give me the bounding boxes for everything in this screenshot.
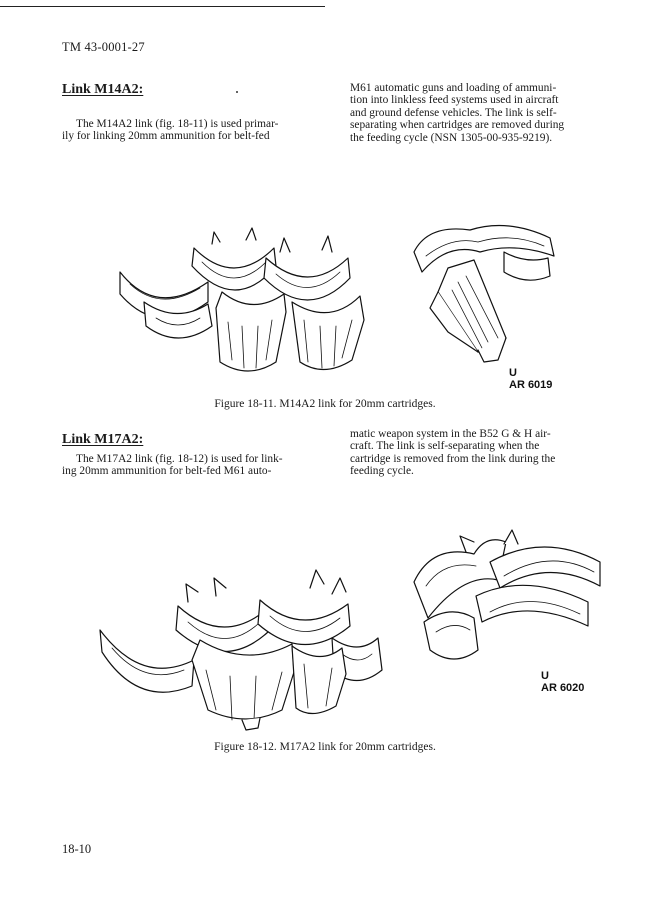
figure-18-12-caption: Figure 18-12. M17A2 link for 20mm cartridges. xyxy=(214,741,436,753)
text-line: ing 20mm ammunition for belt-fed M61 auto- xyxy=(62,465,272,478)
text-line: ily for linking 20mm ammunition for belt-fed xyxy=(62,130,270,143)
m14a2-paragraph-col2 xyxy=(350,82,612,144)
text-line: feeding cycle. xyxy=(350,465,414,478)
figure-id-line: U xyxy=(541,670,549,682)
figure-18-11-id xyxy=(509,367,552,391)
text-line: The M14A2 link (fig. 18-11) is used primar- xyxy=(76,118,279,130)
section-heading-m17a2: Link M17A2: xyxy=(62,432,144,447)
m14a2-single-link-illustration xyxy=(408,212,558,367)
figure-18-12-id xyxy=(541,670,584,694)
text-line: craft. The link is self-separating when the xyxy=(350,440,540,453)
document-id: TM 43-0001-27 xyxy=(62,40,145,54)
text-line: M61 automatic guns and loading of ammuni- xyxy=(350,82,557,94)
figure-id-line: AR 6019 xyxy=(509,379,553,391)
m17a2-paragraph-col1 xyxy=(62,453,330,478)
figure-id-line: AR 6020 xyxy=(541,682,585,694)
stray-mark xyxy=(236,91,238,93)
text-line: tion into linkless feed systems used in aircraft xyxy=(350,94,559,107)
text-line: The M17A2 link (fig. 18-12) is used for link- xyxy=(76,453,283,465)
text-line: the feeding cycle (NSN 1305-00-935-9219). xyxy=(350,131,553,144)
text-line: matic weapon system in the B52 G & H air- xyxy=(350,428,551,440)
text-line: cartridge is removed from the link during the xyxy=(350,452,556,465)
section-heading-m14a2: Link M14A2: xyxy=(62,82,144,97)
m17a2-single-link-illustration xyxy=(404,522,604,672)
page-number: 18-10 xyxy=(62,842,92,856)
m14a2-link-chain-illustration xyxy=(116,222,386,382)
figure-id-line: U xyxy=(509,367,517,379)
m17a2-paragraph-col2 xyxy=(350,428,612,478)
m17a2-link-chain-illustration xyxy=(96,560,396,730)
text-line: separating when cartridges are removed during xyxy=(350,119,565,132)
text-line: and ground defense vehicles. The link is self- xyxy=(350,106,557,119)
top-rule xyxy=(0,6,325,7)
figure-18-11-caption: Figure 18-11. M14A2 link for 20mm cartridges. xyxy=(214,398,436,410)
m14a2-paragraph-col1 xyxy=(62,118,330,143)
